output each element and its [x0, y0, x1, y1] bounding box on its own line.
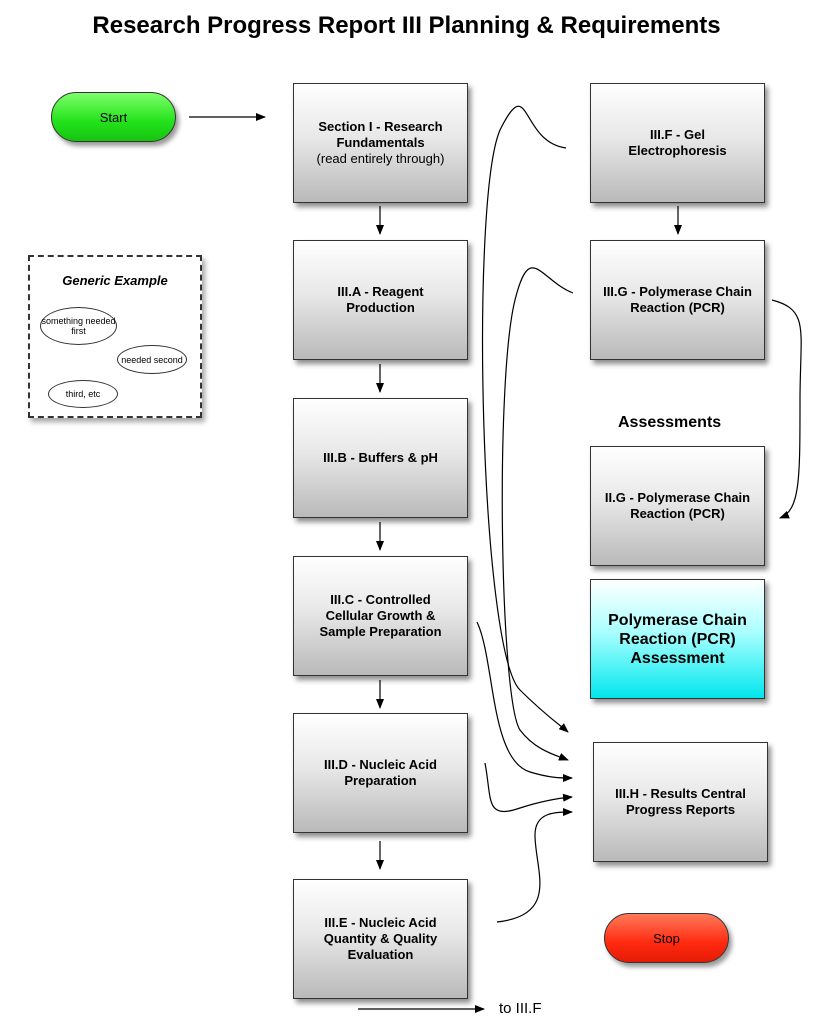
arrow-iiie-to-iiih — [497, 812, 572, 922]
legend-third-label: third, etc — [65, 389, 101, 399]
box-iii-b-title: III.B - Buffers & pH — [323, 450, 438, 465]
box-section-1-subtitle: (read entirely through) — [316, 151, 445, 166]
box-pcr-assessment[interactable] — [590, 579, 765, 699]
box-iii-b[interactable] — [293, 398, 468, 518]
stop-terminal[interactable] — [604, 913, 729, 963]
arrow-iiif-to-iiih — [483, 106, 568, 732]
box-iii-e-title: III.E - Nucleic Acid Quantity & Quality Evaluation — [323, 915, 438, 962]
box-iii-c-title: III.C - Controlled Cellular Growth & Sample Preparation — [319, 592, 442, 639]
box-iii-f[interactable] — [590, 83, 765, 203]
start-terminal[interactable] — [51, 92, 176, 142]
legend-first-label: something needed first — [41, 316, 116, 336]
legend-ellipse-first — [40, 307, 117, 345]
legend-ellipse-second — [117, 345, 187, 374]
box-iii-g-title: III.G - Polymerase Chain Reaction (PCR) — [603, 284, 752, 315]
stop-label: Stop — [653, 930, 680, 946]
start-label: Start — [99, 109, 128, 125]
box-iii-e[interactable] — [293, 879, 468, 999]
box-section-1-title: Section I - Research Fundamentals — [318, 119, 443, 150]
box-iii-f-title: III.F - Gel Electrophoresis — [628, 127, 727, 158]
box-iii-a[interactable] — [293, 240, 468, 360]
legend-second-label: needed second — [121, 354, 183, 365]
assessments-heading: Assessments — [618, 414, 722, 431]
arrow-iiid-to-iiih — [485, 763, 572, 811]
box-section-1[interactable] — [293, 83, 468, 203]
box-iii-h-title: III.H - Results Central Progress Reports — [615, 786, 746, 817]
arrow-iiig-to-iiih — [502, 268, 573, 760]
box-iii-h[interactable] — [593, 742, 768, 862]
box-iii-g[interactable] — [590, 240, 765, 360]
diagram-title: Research Progress Report III Planning & Requirements — [92, 12, 721, 39]
box-iii-d-title: III.D - Nucleic Acid Preparation — [324, 757, 437, 788]
box-ii-g-title: II.G - Polymerase Chain Reaction (PCR) — [604, 490, 751, 521]
box-ii-g[interactable] — [590, 446, 765, 566]
box-pcr-assessment-title: Polymerase Chain Reaction (PCR) Assessment — [608, 611, 747, 667]
arrow-iiic-to-iiih — [477, 622, 572, 778]
box-iii-c[interactable] — [293, 556, 468, 676]
box-iii-a-title: III.A - Reagent Production — [337, 284, 424, 315]
legend-title: Generic Example — [62, 273, 168, 288]
arrow-iiig-to-iig — [772, 300, 801, 518]
legend-ellipse-third — [48, 380, 118, 408]
generic-example-legend — [28, 255, 202, 418]
box-iii-d[interactable] — [293, 713, 468, 833]
to-iii-f-note: to III.F — [499, 1000, 542, 1017]
